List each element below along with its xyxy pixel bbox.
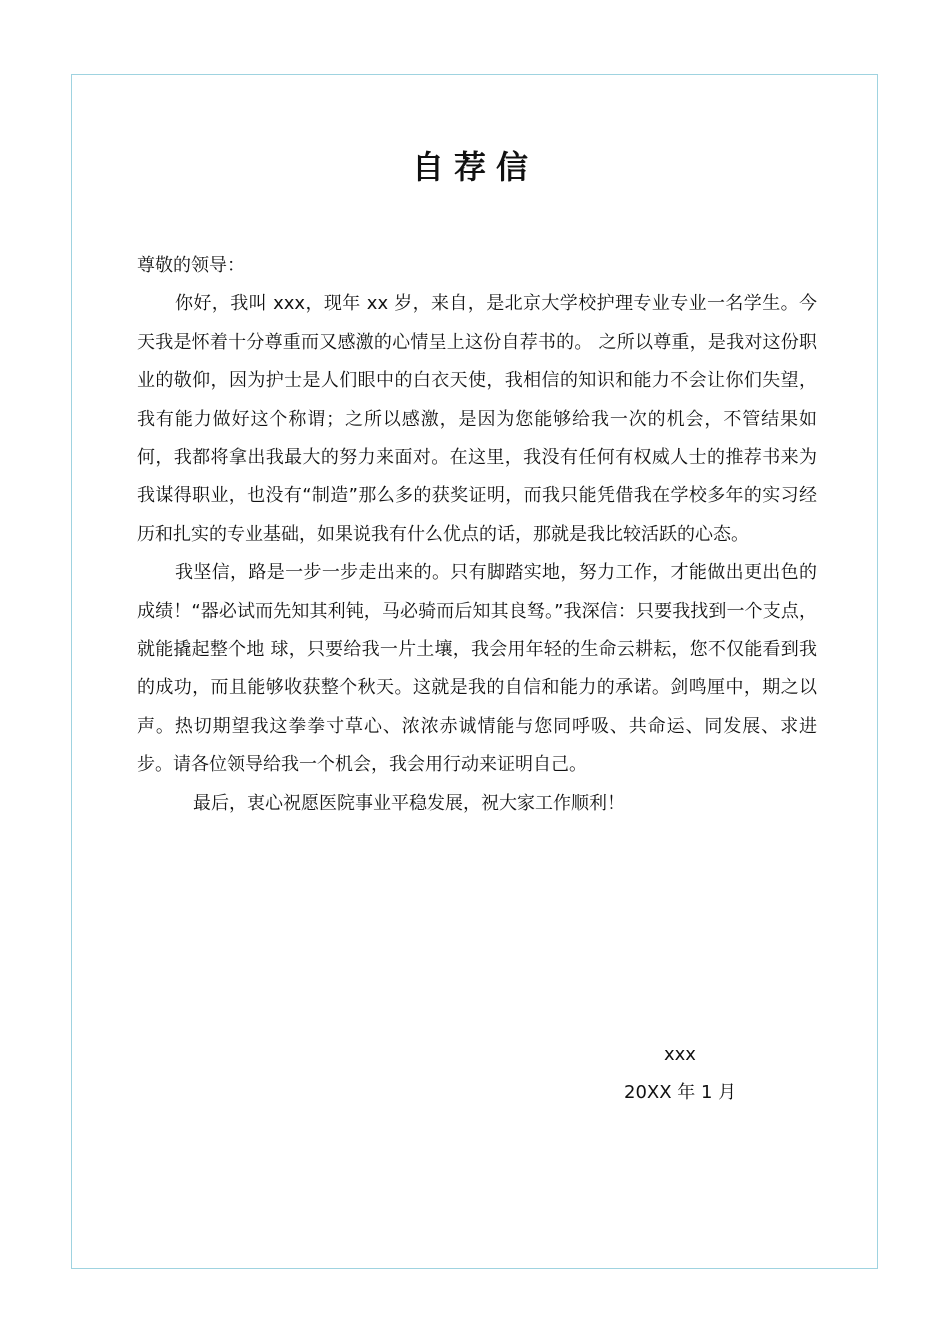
paragraph-introduction: 你好，我叫 xxx，现年 xx 岁，来自，是北京大学校护理专业专业一名学生。今天我是怀着十分尊重而又感激的心情呈上这份自荐书的。 之所以尊重，是我对这份职业的敬仰，因为护士是人们眼中的白衣天使，我相信的知识和能力不会让你们失望，我有能力做好这个称谓；之所以感激，是因为您能够给我一次的机会，不管结果如何，我都将拿出我最大的努力来面对。在这里，我没有任何有权威人士的推荐书来为我谋得职业，也没有“制造”那么多的获奖证明，而我只能凭借我在学校多年的实习经历和扎实的专业基础，如果说我有什么优点的话，那就是我比较活跃的心态。	[137, 293, 817, 545]
letter-body	[137, 247, 817, 823]
signature-name: xxx	[664, 1044, 696, 1065]
paragraph-closing: 最后，衷心祝愿医院事业平稳发展，祝大家工作顺利！	[193, 792, 625, 814]
letter-title: 自荐信	[411, 148, 538, 186]
paragraph-belief: 我坚信，路是一步一步走出来的。只有脚踏实地，努力工作，才能做出更出色的成绩！“器必试而先知其利钝，马必骑而后知其良驽。”我深信：只要我找到一个支点，就能撬起整个地 球，只要给我一片土壤，我会用年轻的生命云耕耘，您不仅能看到我的成功，而且能够收获整个秋天。这就是我的自信和能力的承诺。剑鸣厘中，期之以声。热切期望我这拳拳寸草心、浓浓赤诚情能与您同呼吸、共命运、同发展、求进步。请各位领导给我一个机会，我会用行动来证明自己。	[137, 562, 817, 776]
signature-date: 20XX 年 1 月	[624, 1082, 737, 1103]
salutation: 尊敬的领导：	[137, 255, 245, 276]
